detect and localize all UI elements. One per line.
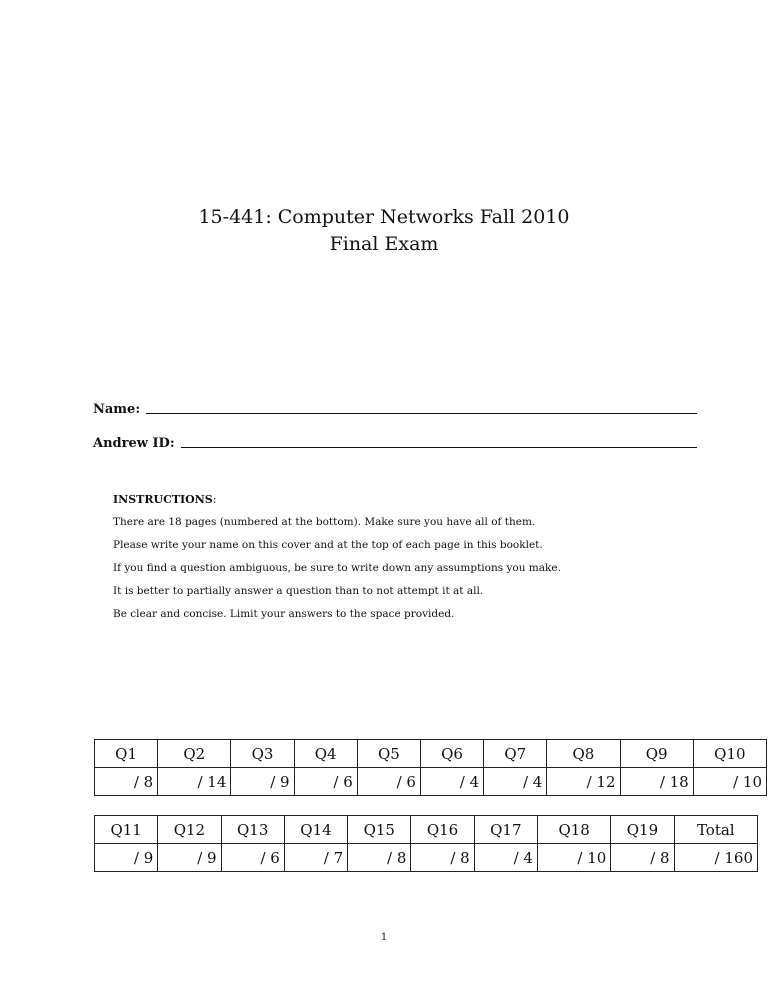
instruction-item: Be clear and concise. Limit your answers to the space provided. bbox=[113, 608, 455, 620]
score-points: / 8 bbox=[411, 844, 474, 872]
score-points: / 7 bbox=[284, 844, 347, 872]
score-header: Q4 bbox=[294, 740, 357, 768]
score-header: Q8 bbox=[547, 740, 620, 768]
instruction-item: Please write your name on this cover and at the top of each page in this booklet. bbox=[113, 539, 543, 551]
instruction-item: There are 18 pages (numbered at the bottom). Make sure you have all of them. bbox=[113, 516, 536, 528]
name-field[interactable] bbox=[93, 402, 697, 417]
score-points: / 6 bbox=[221, 844, 284, 872]
score-points: / 4 bbox=[474, 844, 537, 872]
page-number: 1 bbox=[380, 932, 388, 943]
score-points: / 9 bbox=[231, 768, 294, 796]
course-title: 15-441: Computer Networks Fall 2010 bbox=[198, 206, 570, 228]
exam-title-block bbox=[0, 204, 768, 258]
score-points: / 160 bbox=[674, 844, 757, 872]
score-header: Q12 bbox=[158, 816, 221, 844]
score-header: Q6 bbox=[420, 740, 483, 768]
score-header: Q1 bbox=[95, 740, 158, 768]
score-header: Q16 bbox=[411, 816, 474, 844]
score-points: / 4 bbox=[484, 768, 547, 796]
score-points: / 9 bbox=[95, 844, 158, 872]
score-header: Q10 bbox=[693, 740, 766, 768]
score-points: / 6 bbox=[294, 768, 357, 796]
score-points: / 6 bbox=[357, 768, 420, 796]
score-points: / 9 bbox=[158, 844, 221, 872]
score-table-q1-q10 bbox=[94, 739, 767, 796]
score-header: Q13 bbox=[221, 816, 284, 844]
score-points: / 8 bbox=[348, 844, 411, 872]
score-header: Q11 bbox=[95, 816, 158, 844]
score-points: / 8 bbox=[611, 844, 674, 872]
score-points: / 10 bbox=[537, 844, 610, 872]
score-points: / 14 bbox=[158, 768, 231, 796]
score-header: Q19 bbox=[611, 816, 674, 844]
score-header: Q18 bbox=[537, 816, 610, 844]
score-points: / 8 bbox=[95, 768, 158, 796]
andrew-id-field[interactable] bbox=[93, 436, 697, 451]
instruction-item: It is better to partially answer a question than to not attempt it at all. bbox=[113, 585, 484, 597]
score-header: Q7 bbox=[484, 740, 547, 768]
score-points: / 18 bbox=[620, 768, 693, 796]
score-header: Q17 bbox=[474, 816, 537, 844]
exam-subtitle: Final Exam bbox=[329, 233, 439, 255]
instructions-heading: INSTRUCTIONS: bbox=[113, 493, 217, 506]
andrew-id-line[interactable] bbox=[181, 446, 697, 448]
score-header: Q2 bbox=[158, 740, 231, 768]
score-points: / 4 bbox=[420, 768, 483, 796]
score-header: Q3 bbox=[231, 740, 294, 768]
score-table-q11-total bbox=[94, 815, 758, 872]
name-line[interactable] bbox=[146, 412, 697, 414]
score-header: Q15 bbox=[348, 816, 411, 844]
score-points: / 12 bbox=[547, 768, 620, 796]
score-header: Q5 bbox=[357, 740, 420, 768]
instruction-item: If you find a question ambiguous, be sure to write down any assumptions you make. bbox=[113, 562, 561, 574]
instructions-block bbox=[113, 493, 693, 631]
score-header: Q9 bbox=[620, 740, 693, 768]
score-header: Total bbox=[674, 816, 757, 844]
score-header: Q14 bbox=[284, 816, 347, 844]
andrew-id-label: Andrew ID: bbox=[93, 436, 175, 451]
score-points: / 10 bbox=[693, 768, 766, 796]
name-label: Name: bbox=[93, 402, 141, 417]
